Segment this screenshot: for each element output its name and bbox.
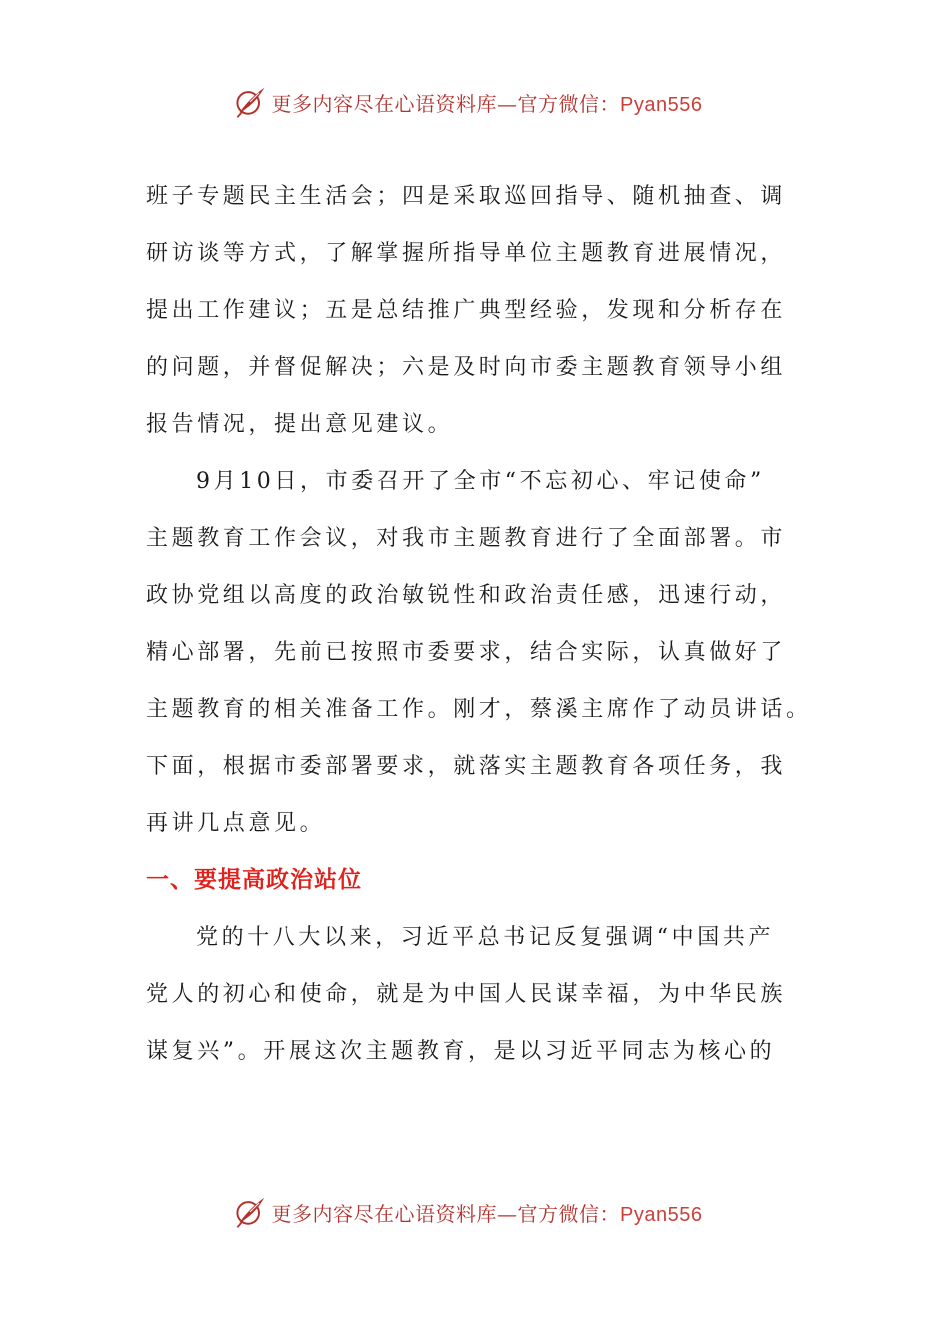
paragraph-3 bbox=[146, 909, 806, 1080]
text-line: 的问题，并督促解决；六是及时向市委主题教育领导小组 bbox=[146, 355, 787, 380]
text-line: 主题教育工作会议，对我市主题教育进行了全面部署。市 bbox=[146, 526, 787, 551]
banner-wechat-label: 官方微信： bbox=[517, 91, 621, 116]
section-heading: 一、要提高政治站位 bbox=[146, 867, 362, 893]
text-line: 谋复兴”。开展这次主题教育，是以习近平同志为核心的 bbox=[146, 1039, 776, 1064]
header-banner bbox=[0, 82, 950, 122]
text-line: 班子专题民主生活会；四是采取巡回指导、随机抽查、调 bbox=[146, 184, 787, 209]
text-line: 研访谈等方式，了解掌握所指导单位主题教育进展情况， bbox=[146, 241, 787, 266]
banner-separator: — bbox=[497, 91, 518, 116]
text-line: 主题教育的相关准备工作。刚才，蔡溪主席作了动员讲话。 bbox=[146, 697, 812, 722]
footer-banner bbox=[0, 1192, 950, 1232]
banner-account: Pyan556 bbox=[620, 93, 703, 116]
quill-logo-icon bbox=[232, 1194, 268, 1230]
banner-text bbox=[272, 1198, 703, 1227]
document-body bbox=[146, 168, 812, 1080]
text-line: 政协党组以高度的政治敏锐性和政治责任感，迅速行动， bbox=[146, 583, 787, 608]
text-line: 提出工作建议；五是总结推广典型经验，发现和分析存在 bbox=[146, 298, 787, 323]
banner-title: 更多内容尽在心语资料库 bbox=[271, 91, 498, 116]
text-line: 报告情况，提出意见建议。 bbox=[146, 412, 454, 437]
banner-separator: — bbox=[497, 1201, 518, 1226]
text-line: 党的十八大以来，习近平总书记反复强调“中国共产 bbox=[196, 925, 775, 950]
banner-account: Pyan556 bbox=[620, 1203, 703, 1226]
banner-wechat-label: 官方微信： bbox=[517, 1201, 621, 1226]
banner-text bbox=[272, 88, 703, 117]
text-line: 9月10日，市委召开了全市“不忘初心、牢记使命” bbox=[196, 469, 765, 494]
paragraph-1 bbox=[146, 168, 806, 453]
text-line: 党人的初心和使命，就是为中国人民谋幸福，为中华民族 bbox=[146, 982, 787, 1007]
text-line: 精心部署，先前已按照市委要求，结合实际，认真做好了 bbox=[146, 640, 787, 665]
quill-logo-icon bbox=[232, 84, 268, 120]
text-line: 再讲几点意见。 bbox=[146, 811, 326, 836]
paragraph-2 bbox=[146, 453, 812, 852]
text-line: 下面，根据市委部署要求，就落实主题教育各项任务，我 bbox=[146, 754, 787, 779]
banner-title: 更多内容尽在心语资料库 bbox=[271, 1201, 498, 1226]
